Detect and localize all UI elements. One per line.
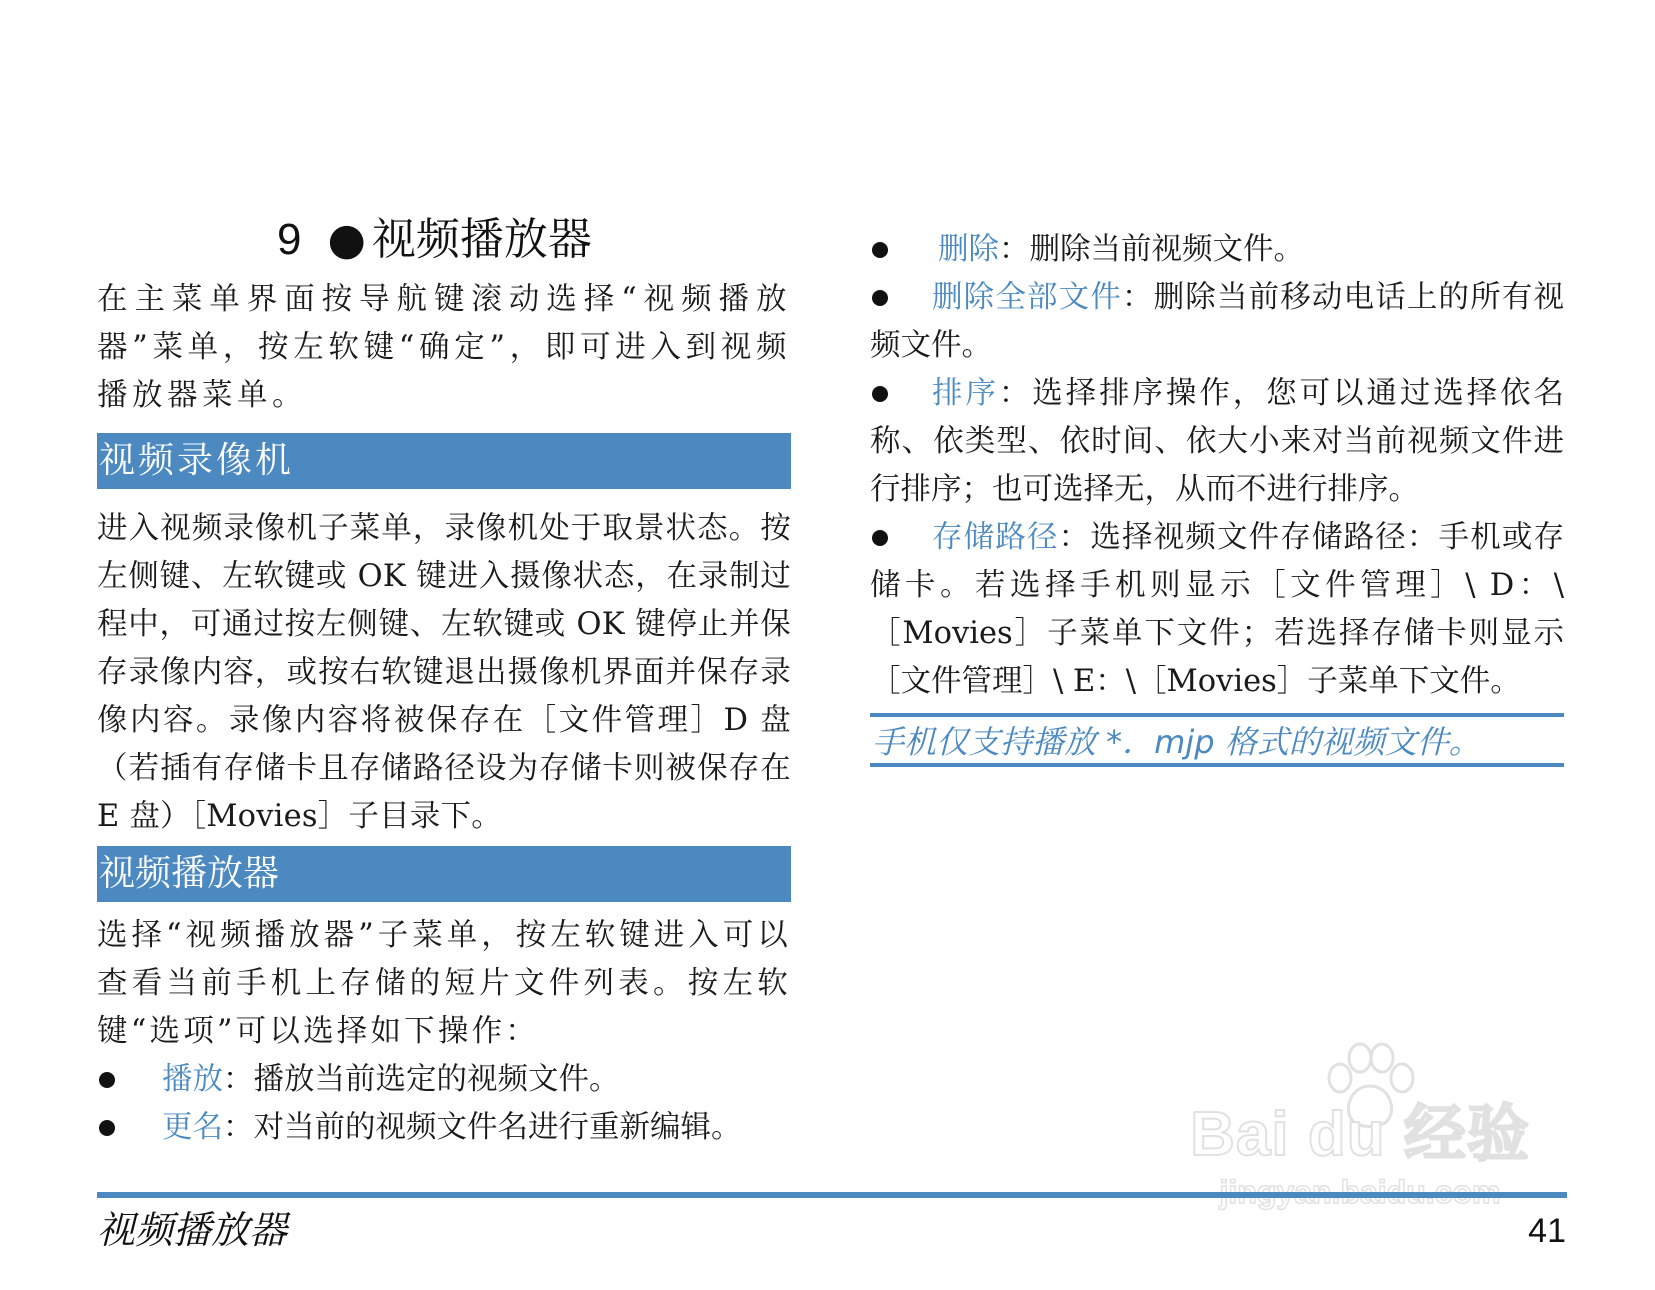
chapter-title: [277, 212, 592, 268]
note-text: 手机仅支持播放 *．mjp 格式的视频文件。: [872, 723, 1481, 761]
option-term: 删除全部文件: [932, 280, 1122, 315]
option-text: 播放当前选定的视频文件。: [253, 1062, 620, 1097]
section-heading-video-player: 视频播放器: [97, 846, 791, 902]
option-term: 存储路径: [932, 520, 1059, 555]
option-line: 排序：选择排序操作，您可以通过选择依名称、依类型、依时间、依大小来对当前视频文件进行排序；也可选择无，从而不进行排序。: [870, 376, 1565, 507]
watermark-logo: Bai du 经验: [1190, 1100, 1530, 1169]
option-term: 删除: [938, 232, 999, 267]
option-line: 删除：删除当前视频文件。: [938, 232, 1304, 267]
option-text: 选择排序操作，您可以通过选择依名称、依类型、依时间、依大小来对当前视频文件进行排序；也可选择无，从而不进行排序。: [870, 376, 1565, 507]
note-bottom-rule: [870, 763, 1564, 767]
note-top-rule: [870, 713, 1564, 717]
option-line: 存储路径：选择视频文件存储路径：手机或存储卡。若选择手机则显示［文件管理］\ D：\［Movies］子菜单下文件；若选择存储卡则显示［文件管理］\ E：\［Movies］子菜单下文件。: [870, 520, 1565, 699]
option-line: 播放：播放当前选定的视频文件。: [162, 1062, 620, 1097]
option-term: 更名: [162, 1110, 223, 1145]
chapter-bullet-icon: ●: [327, 214, 366, 265]
chapter-number: 9: [277, 215, 302, 264]
footer-rule: [97, 1192, 1567, 1198]
video-player-paragraph: 选择“视频播放器”子菜单，按左软键进入可以查看当前手机上存储的短片文件列表。按左软键“选项”可以选择如下操作：: [97, 918, 791, 1049]
bullet-icon: [99, 1072, 115, 1088]
option-text: 删除当前移动电话上的所有视频文件。: [870, 280, 1565, 363]
chapter-title-text: 视频播放器: [371, 214, 592, 265]
page-number: 41: [1528, 1212, 1566, 1250]
baidu-watermark: [1170, 1040, 1550, 1230]
option-text: 选择视频文件存储路径：手机或存储卡。若选择手机则显示［文件管理］\ D：\［Movies］子菜单下文件；若选择存储卡则显示［文件管理］\ E：\［Movies］子菜单下文件。: [870, 520, 1565, 699]
bullet-icon: [872, 242, 888, 258]
option-line: 更名：对当前的视频文件名进行重新编辑。: [162, 1110, 742, 1145]
option-term: 排序: [932, 376, 999, 411]
intro-paragraph: 在主菜单界面按导航键滚动选择“视频播放器”菜单，按左软键“确定”，即可进入到视频播放器菜单。: [97, 282, 791, 413]
bullet-icon: [99, 1120, 115, 1136]
section-heading-video-recorder: 视频录像机: [97, 433, 791, 489]
option-text: 对当前的视频文件名进行重新编辑。: [253, 1110, 742, 1145]
footer-title: 视频播放器: [97, 1208, 288, 1252]
option-term: 播放: [162, 1062, 223, 1097]
option-line: 删除全部文件：删除当前移动电话上的所有视频文件。: [870, 280, 1565, 363]
video-recorder-paragraph: 进入视频录像机子菜单，录像机处于取景状态。按左侧键、左软键或 OK 键进入摄像状态，在录制过程中，可通过按左侧键、左软键或 OK 键停止并保存录像内容，或按右软键退出摄像机界面并保存录像内容。录像内容将被保存在［文件管理］D 盘（若插有存储卡且存储路径设为存储卡则被保存在 E 盘）［Movies］子目录下。: [97, 511, 791, 834]
option-text: 删除当前视频文件。: [1029, 232, 1304, 267]
